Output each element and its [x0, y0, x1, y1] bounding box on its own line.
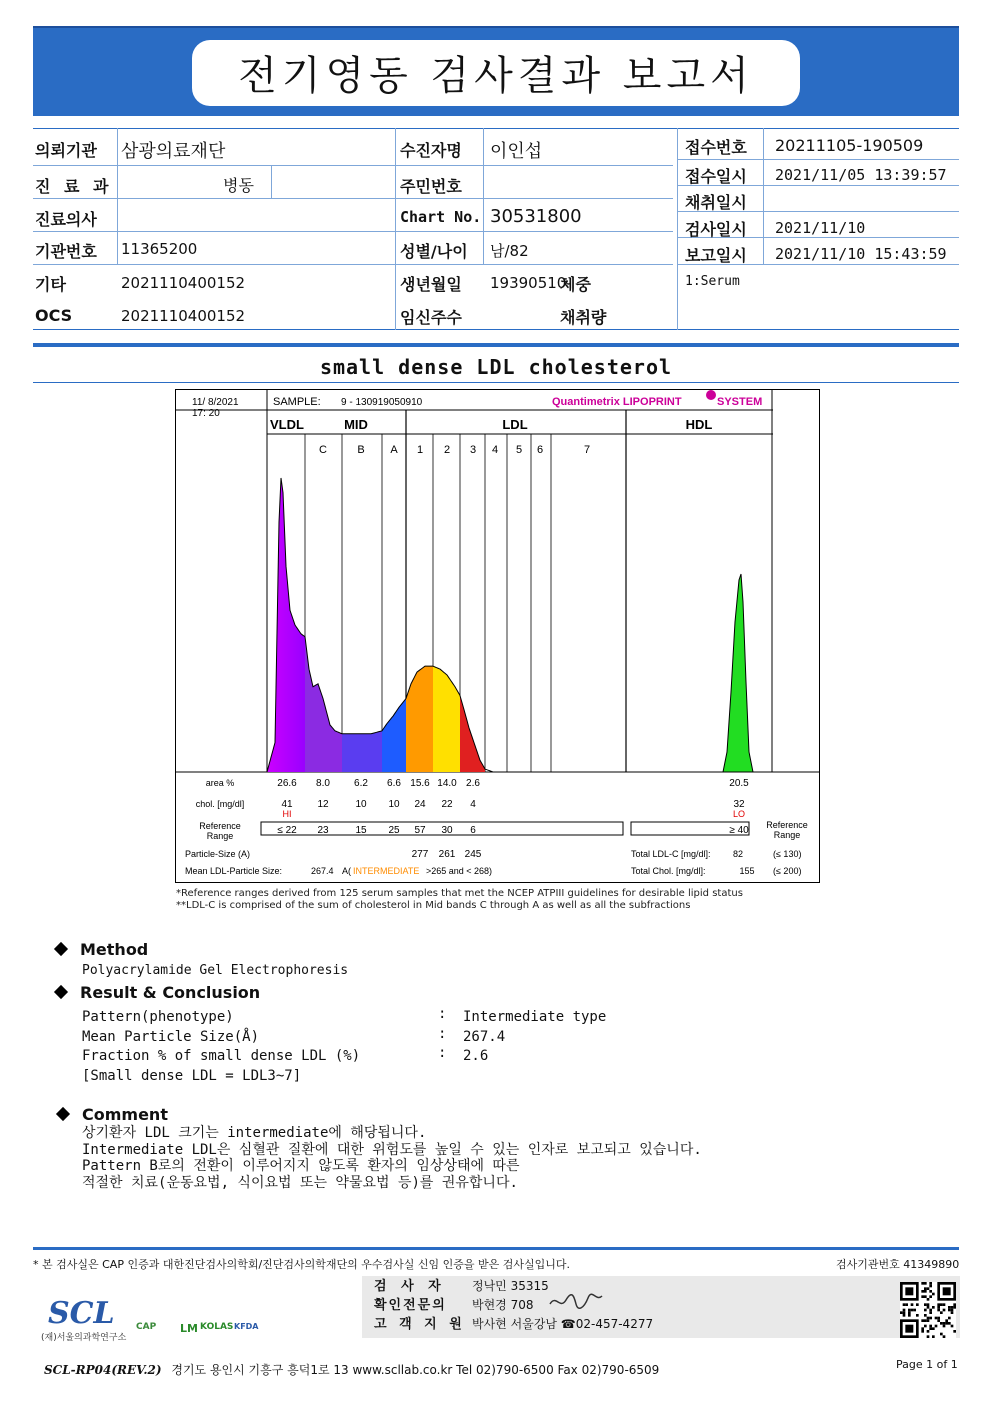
total-ldl-value: 82 — [732, 849, 744, 859]
label-department: 진 료 과 — [35, 177, 113, 196]
comment-heading: Comment — [58, 1105, 168, 1124]
label-collection-time: 채취일시 — [685, 193, 747, 212]
chart-title: small dense LDL cholesterol — [319, 355, 673, 379]
lipoprint-chart — [175, 389, 820, 883]
mean-class: INTERMEDIATE — [353, 866, 420, 876]
flag-hi: HI — [282, 809, 292, 819]
specialist-signature — [548, 1292, 604, 1312]
band-label-6: 6 — [536, 444, 544, 456]
staff-support: 박사현 서울강남 ☎02-457-4277 — [472, 1317, 654, 1331]
band-label-B: B — [357, 444, 365, 456]
particle-value-3: 245 — [464, 849, 482, 860]
role-specialist: 확인전문의 — [374, 1298, 447, 1313]
kolas-logo-icon: KOLAS — [200, 1322, 234, 1332]
brand-suffix: SYSTEM — [717, 396, 763, 408]
chol-value-B: 10 — [355, 799, 367, 810]
area-value-C: 8.0 — [316, 778, 330, 789]
band-group-label-ldl: LDL — [502, 417, 528, 432]
value-receipt-time: 2021/11/05 13:39:57 — [775, 166, 947, 184]
band-label-1: 1 — [416, 444, 424, 456]
value-patient-name: 이인섭 — [490, 141, 543, 162]
value-test-date: 2021/11/10 — [775, 219, 866, 237]
total-chol-label: Total Chol. [mg/dl]: — [631, 866, 706, 876]
value-birth-date: 19390510 — [490, 274, 567, 292]
chart-footnotes — [176, 888, 743, 912]
qr-code-icon — [900, 1282, 956, 1338]
patient-info-table — [33, 128, 959, 330]
value-sex-age: 남/82 — [490, 242, 529, 260]
ref-value-3: 6 — [470, 825, 476, 836]
ref-value-B: 15 — [355, 825, 367, 836]
result-key-pattern: Pattern(phenotype) — [82, 1009, 234, 1025]
band-label-4: 4 — [491, 444, 499, 456]
ref-row-label-1: Reference — [199, 821, 241, 831]
staff-roles — [374, 1277, 466, 1334]
ref-value-1: 57 — [414, 825, 426, 836]
label-chart-number: Chart No. — [400, 208, 482, 226]
chol-row-label: chol. [mg/dl] — [195, 799, 245, 809]
lipoprint-svg — [175, 389, 820, 883]
ref-right-label-1: Reference — [766, 820, 808, 830]
label-patient-name: 수진자명 — [400, 141, 462, 160]
footer-address: 경기도 용인시 기흥구 흥덕1로 13 www.scllab.co.kr Tel 02)790-6500 Fax 02)790-6509 — [171, 1363, 660, 1377]
particle-value-1: 277 — [411, 849, 429, 860]
chol-value-1: 24 — [414, 799, 426, 810]
role-support: 고 객 지 원 — [374, 1317, 466, 1332]
comment-text — [82, 1125, 702, 1191]
ref-row-label-2: Range — [206, 831, 234, 841]
label-sex-age: 성별/나이 — [400, 242, 468, 261]
area-row-label: area % — [205, 778, 235, 788]
label-requesting-institution: 의뢰기관 — [35, 141, 97, 160]
label-birth-date: 생년월일 — [400, 275, 462, 294]
value-institution-number: 11365200 — [121, 240, 198, 258]
chol-value-VLDL: 41 — [281, 799, 293, 810]
area-value-B: 6.2 — [354, 778, 368, 789]
scl-logo-subtitle: (재)서울의과학연구소 — [41, 1333, 127, 1343]
mean-class-post: >265 and < 268) — [426, 866, 493, 876]
area-value-2: 14.0 — [437, 778, 457, 789]
scl-logo: SCL — [48, 1296, 115, 1331]
area-value-HDL: 20.5 — [729, 778, 749, 789]
cap-logo-icon: CAP — [136, 1322, 157, 1332]
staff-tester: 정낙민 35315 — [472, 1279, 549, 1293]
result-value-pattern: Intermediate type — [463, 1009, 607, 1025]
chol-value-HDL: 32 — [733, 799, 745, 810]
cert-logos — [136, 1322, 259, 1340]
page-number: Page 1 of 1 — [896, 1358, 958, 1371]
label-ocs: OCS — [35, 306, 73, 325]
mean-size-label: Mean LDL-Particle Size: — [185, 866, 283, 876]
footer-notice: * 본 검사실은 CAP 인증과 대한진단검사의학회/진단검사의학재단의 우수검사실 신임 인증을 받은 검사실입니다. — [33, 1258, 571, 1271]
value-specimen: 1:Serum — [685, 274, 740, 289]
area-value-1: 15.6 — [410, 778, 430, 789]
mean-class-pre: A( — [342, 866, 351, 876]
area-value-A: 6.6 — [387, 778, 401, 789]
diamond-bullet-icon — [54, 942, 68, 956]
section-rule — [33, 343, 959, 347]
value-other: 2021110400152 — [121, 274, 246, 292]
total-chol-ref: (≤ 200) — [773, 866, 802, 876]
label-test-date: 검사일시 — [685, 220, 747, 239]
total-ldl-label: Total LDL-C [mg/dl]: — [631, 849, 711, 859]
value-requesting-institution: 삼광의료재단 — [121, 141, 226, 162]
diamond-bullet-icon — [56, 1107, 70, 1121]
particle-value-2: 261 — [438, 849, 456, 860]
chart-time: 17: 20 — [192, 408, 220, 419]
footer-rule — [33, 1247, 959, 1250]
chol-value-A: 10 — [388, 799, 400, 810]
result-key-definition: [Small dense LDL = LDL3~7] — [82, 1067, 302, 1084]
chol-value-2: 22 — [441, 799, 453, 810]
report-title: 전기영동 검사결과 보고서 — [238, 53, 754, 99]
total-ldl-ref: (≤ 130) — [773, 849, 802, 859]
value-chart-number: 30531800 — [490, 206, 582, 227]
result-key-fraction: Fraction % of small dense LDL (%) — [82, 1048, 361, 1064]
band-label-7: 7 — [583, 444, 591, 456]
ref-value-VLDL: ≤ 22 — [277, 825, 297, 836]
registered-mark — [706, 390, 716, 400]
band-group-label-vldl: VLDL — [270, 417, 304, 432]
label-physician: 진료의사 — [35, 210, 97, 229]
band-label-2: 2 — [443, 444, 451, 456]
ref-right-label-2: Range — [773, 830, 801, 840]
particle-label: Particle-Size (A) — [185, 849, 251, 859]
result-separators: : : : — [438, 1006, 447, 1061]
form-id: SCL-RP04(REV.2) — [44, 1363, 162, 1377]
ref-value-C: 23 — [317, 825, 329, 836]
role-tester: 검 사 자 — [374, 1279, 446, 1294]
band-label-C: C — [319, 444, 327, 456]
method-text: Polyacrylamide Gel Electrophoresis — [82, 963, 349, 978]
comment-line: 상기환자 LDL 크기는 intermediate에 해당됩니다. — [82, 1125, 427, 1141]
label-collection-volume: 채취량 — [560, 308, 607, 327]
value-department: 병동 — [223, 176, 254, 195]
staff-specialist: 박현경 708 — [472, 1298, 534, 1312]
footnote-1: *Reference ranges derived from 125 serum samples that met the NCEP ATPIII guidelines for desirable lipid status — [176, 888, 743, 899]
area-value-3: 2.6 — [466, 778, 480, 789]
comment-line: Pattern B로의 전환이 이루어지지 않도록 환자의 임상상태에 따른 — [82, 1158, 520, 1174]
kfda-logo-icon: KFDA — [234, 1322, 259, 1331]
band-label-5: 5 — [515, 444, 523, 456]
chart-frame — [176, 390, 820, 883]
result-key-size: Mean Particle Size(Å) — [82, 1028, 260, 1045]
method-heading: Method — [56, 940, 148, 959]
result-value-fraction: 2.6 — [463, 1048, 489, 1064]
label-gestation-weeks: 임신주수 — [400, 308, 462, 327]
result-keys — [82, 1008, 360, 1086]
label-receipt-number: 접수번호 — [685, 138, 747, 157]
lm-logo-icon: LM — [180, 1322, 198, 1335]
total-chol-value: 155 — [739, 866, 755, 876]
comment-line: Intermediate LDL은 심혈관 질환에 대한 위험도를 높일 수 있는 인자로 보고되고 있습니다. — [82, 1141, 702, 1158]
value-ocs: 2021110400152 — [121, 307, 246, 325]
comment-line: 적절한 치료(운동요법, 식이요법 또는 약물요법 등)를 권유합니다. — [82, 1174, 518, 1191]
ref-value-HDL: ≥ 40 — [729, 825, 749, 836]
chart-title-rule — [33, 382, 959, 383]
footer-lab-number: 검사기관번호 41349890 — [836, 1258, 960, 1271]
ref-value-2: 30 — [441, 825, 453, 836]
label-other: 기타 — [35, 275, 66, 294]
label-report-time: 보고일시 — [685, 246, 747, 265]
sample-label: SAMPLE: — [273, 396, 321, 408]
label-institution-number: 기관번호 — [35, 242, 97, 261]
band-group-label-hdl: HDL — [685, 417, 713, 432]
value-report-time: 2021/11/10 15:43:59 — [775, 245, 947, 263]
result-value-size: 267.4 — [463, 1028, 506, 1045]
result-values — [463, 1008, 606, 1067]
area-value-VLDL: 26.6 — [277, 778, 297, 789]
brand-name: Quantimetrix LIPOPRINT — [552, 396, 682, 408]
band-label-A: A — [390, 444, 398, 456]
sample-id: 9 - 130919050910 — [341, 397, 423, 408]
result-heading: Result & Conclusion — [56, 983, 260, 1002]
label-receipt-time: 접수일시 — [685, 167, 747, 186]
footer-form-line — [44, 1361, 659, 1378]
label-weight: 체중 — [560, 275, 591, 294]
chol-value-3: 4 — [470, 799, 476, 810]
curve-segment-2 — [342, 731, 382, 772]
band-group-label-mid: MID — [344, 417, 368, 432]
chol-value-C: 12 — [317, 799, 329, 810]
ref-value-A: 25 — [388, 825, 400, 836]
value-receipt-number: 20211105-190509 — [775, 136, 924, 155]
mean-size-value: 267.4 — [311, 866, 334, 876]
footnote-2: **LDL-C is comprised of the sum of cholesterol in Mid bands C through A as well as all the subfractions — [176, 900, 691, 911]
flag-lo: LO — [732, 809, 746, 819]
band-label-3: 3 — [469, 444, 477, 456]
diamond-bullet-icon — [54, 985, 68, 999]
chart-date: 11/ 8/2021 — [192, 397, 239, 408]
label-resident-number: 주민번호 — [400, 177, 462, 196]
